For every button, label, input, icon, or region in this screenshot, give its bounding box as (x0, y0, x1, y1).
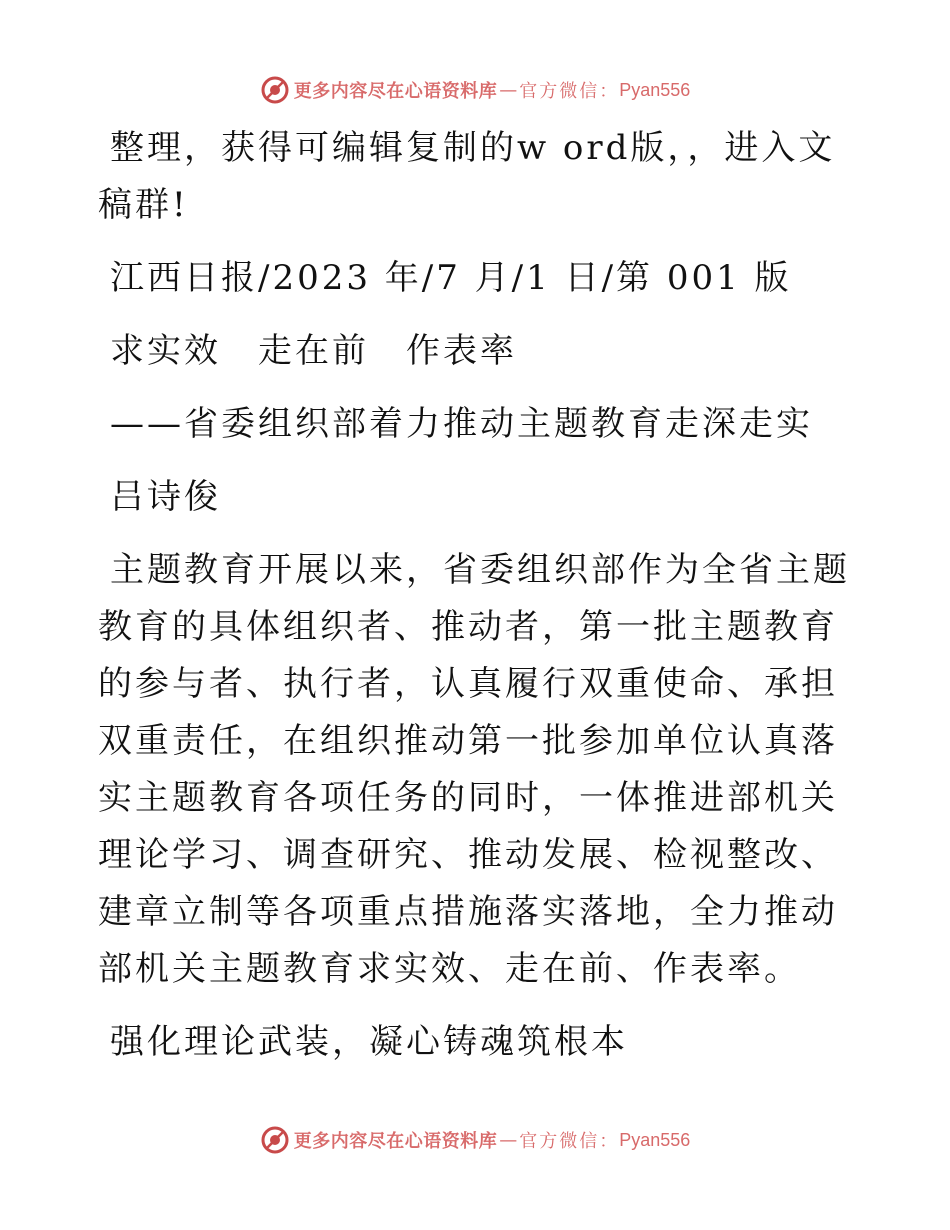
footer-brand: 更多内容尽在心语资料库 (293, 1131, 498, 1152)
article-title: 求实效 走在前 作表率 (110, 331, 517, 371)
article-author: 吕诗俊 (110, 477, 221, 517)
header-wechat-id: Pyan556 (619, 79, 691, 100)
header-wechat-label: 官方微信： (519, 81, 620, 102)
article-subtitle: ——省委组织部着力推动主题教育走深走实 (110, 404, 813, 444)
logo-icon (260, 1125, 290, 1155)
source-line: 江西日报/2023 年/7 月/1 日/第 001 版 (110, 258, 792, 298)
footer-wechat-id: Pyan556 (619, 1129, 691, 1150)
footer-banner (0, 1120, 950, 1160)
document-body (98, 120, 850, 1071)
header-separator: — (499, 79, 518, 101)
header-brand: 更多内容尽在心语资料库 (293, 81, 498, 102)
section-heading: 强化理论武装，凝心铸魂筑根本 (110, 1022, 628, 1062)
footer-wechat-label: 官方微信： (519, 1131, 620, 1152)
logo-icon (260, 75, 290, 105)
intro-paragraph: 整理，获得可编辑复制的w ord版，，进入文稿群! (98, 128, 836, 225)
footer-separator: — (499, 1129, 518, 1151)
header-banner (0, 70, 950, 110)
body-paragraph: 主题教育开展以来，省委组织部作为全省主题教育的具体组织者、推动者，第一批主题教育的参与者、执行者，认真履行双重使命、承担双重责任，在组织推动第一批参加单位认真落实主题教育各项任务的同时，一体推进部机关理论学习、调查研究、推动发展、检视整改、建章立制等各项重点措施落实落地，全力推动部机关主题教育求实效、走在前、作表率。 (98, 550, 850, 989)
